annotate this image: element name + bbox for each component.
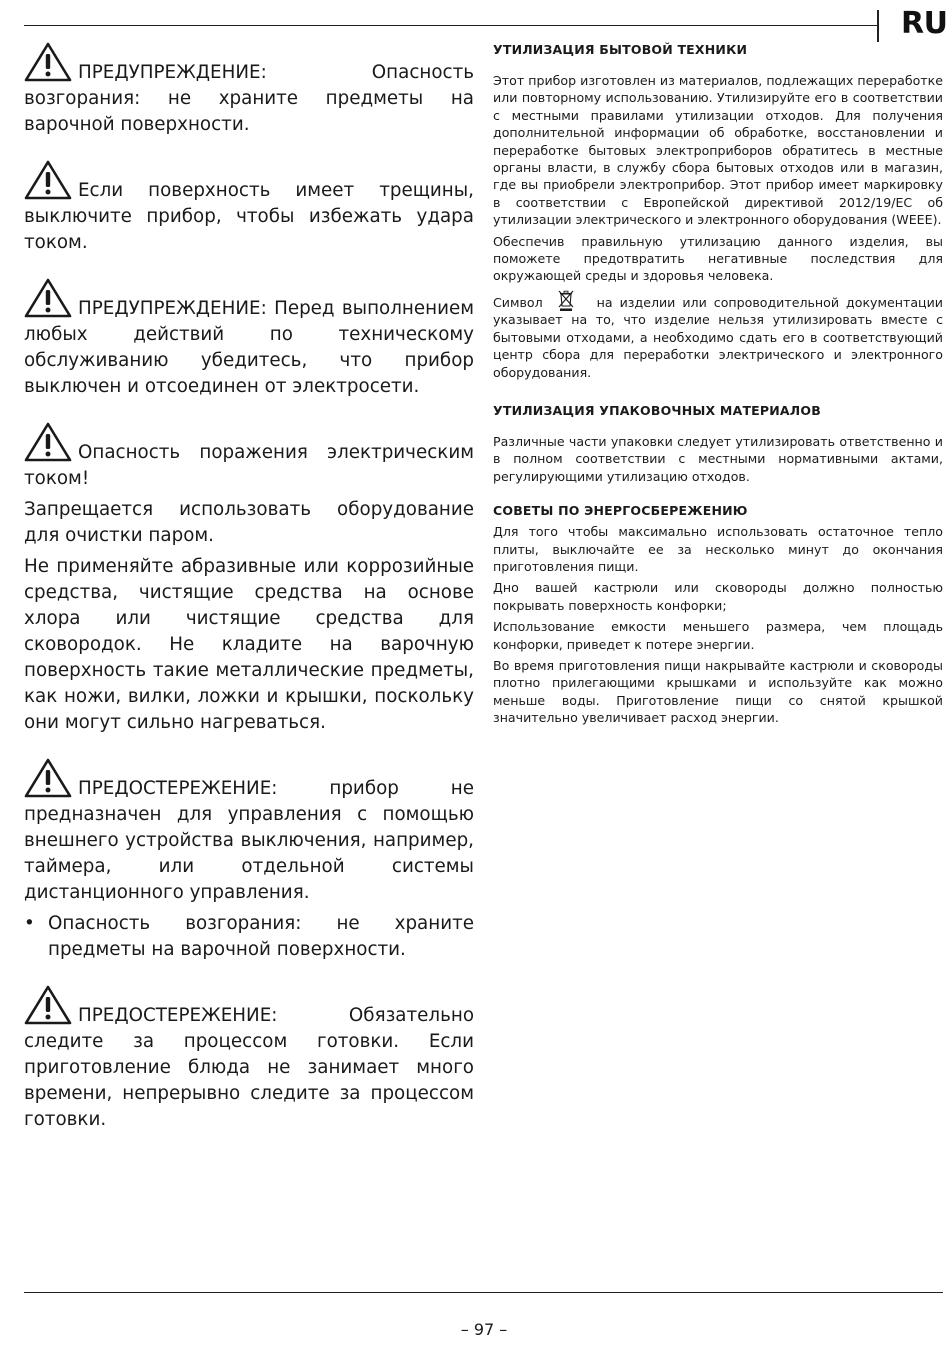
warning-fire <box>24 42 474 138</box>
steam-paragraph: Запрещается использовать оборудование для очистки паром. <box>24 499 474 546</box>
paragraph: Во время приготовления пищи накрывайте кастрюли и сковороды плотно прилегающими крышками и используйте как можно меньше воды. Приготовление пищи со снятой крышкой значительно увеличивает расход энергии. <box>493 657 943 726</box>
warning-label: ПРЕДУПРЕЖДЕНИЕ: <box>78 298 267 319</box>
paragraph: Обеспечив правильную утилизацию данного изделия, вы поможете предотвратить негативные последствия для окружающей среды и здоровья человека. <box>493 233 943 284</box>
warning-text: Перед выполнением любых действий по техническому обслуживанию убедитесь, что прибор выключен и отсоединен от электросети. <box>24 298 474 397</box>
warning-triangle-icon <box>24 160 72 200</box>
warning-label: ПРЕДОСТЕРЕЖЕНИЕ: <box>78 1005 278 1026</box>
section-title-energy-saving: СОВЕТЫ ПО ЭНЕРГОСБЕРЕЖЕНИЮ <box>493 503 748 519</box>
weee-paragraph: Символ на изделии или сопроводительной документации указывает на то, что изделие нельзя утилизировать вместе с бытовыми отходами, а необходимо сдать его в соответствующий центр сбора для переработки электрического и электронного оборудования. <box>493 289 943 381</box>
left-column <box>24 42 474 1155</box>
caution-cooking <box>24 985 474 1133</box>
warning-triangle-icon <box>24 758 72 798</box>
warning-text: Если поверхность имеет трещины, выключите прибор, чтобы избежать удара током. <box>24 180 474 253</box>
abrasive-paragraph: Не применяйте абразивные или коррозийные средства, чистящие средства на основе хлора или чистящие средства для сковородок. Не кладите на варочную поверхность такие металлические предметы, как ножи, вилки, ложки и крышки, поскольку они могут сильно нагреваться. <box>24 556 474 733</box>
crossed-bin-icon <box>557 289 575 311</box>
paragraph: Различные части упаковки следует утилизировать ответственно и в полном соответствии с местными нормативными актами, регулирующими утилизацию отходов. <box>493 433 943 484</box>
section-title-appliance-disposal: УТИЛИЗАЦИЯ БЫТОВОЙ ТЕХНИКИ <box>493 42 748 57</box>
paragraph: Для того чтобы максимально использовать остаточное тепло плиты, выключайте ее за несколько минут до окончания приготовления пищи. <box>493 524 943 574</box>
warning-text: прибор не предназначен для управления с помощью внешнего устройства выключения, например, таймера, или отдельной системы дистанционного управления. <box>24 778 475 903</box>
language-badge: RU <box>901 6 948 41</box>
right-column <box>493 42 943 731</box>
bullet-marker: • <box>24 913 35 934</box>
section-title-packaging-disposal: УТИЛИЗАЦИЯ УПАКОВОЧНЫХ МАТЕРИАЛОВ <box>493 402 821 418</box>
warning-label: ПРЕДОСТЕРЕЖЕНИЕ: <box>78 778 278 799</box>
warning-shock <box>24 422 474 492</box>
warning-triangle-icon <box>24 422 72 462</box>
warning-triangle-icon <box>24 278 72 318</box>
warning-triangle-icon <box>24 42 72 82</box>
warning-label: ПРЕДУПРЕЖДЕНИЕ: <box>78 62 267 83</box>
warning-triangle-icon <box>24 985 72 1025</box>
paragraph: Использование емкости меньшего размера, чем площадь конфорки, приведет к потере энергии. <box>493 619 943 652</box>
bullet-item: • Опасность возгорания: не храните предметы на варочной поверхности. <box>24 911 474 963</box>
paragraph: Дно вашей кастрюли или сковороды должно полностью покрывать поверхность конфорки; <box>493 580 943 613</box>
caution-timer <box>24 758 474 906</box>
warning-maintenance <box>24 278 474 400</box>
paragraph: Этот прибор изготовлен из материалов, подлежащих переработке или повторному использованию. Утилизируйте его в соответствии с местными правилами утилизации отходов. Для получения дополнительной информации об обработке, восстановлении и переработке бытовых электроприборов обратитесь в местные органы власти, в службу сбора бытовых отходов или в магазин, где вы приобрели электроприбор. Этот прибор имеет маркировку в соответствии с Европейской директивой 2012/19/EC об утилизации электрического и электронного оборудования (WEEE). <box>493 73 943 228</box>
footer-rule <box>24 1292 943 1293</box>
page-number: – 97 – <box>460 1320 508 1339</box>
warning-text: Обязательно следите за процессом готовки. Если приготовление блюда не занимает много времени, непрерывно следите за процессом готовки. <box>24 1005 474 1130</box>
warning-text: Опасность поражения электрическим током! <box>24 442 474 489</box>
header-rule <box>24 25 877 26</box>
warning-text: Опасность возгорания: не храните предметы на варочной поверхности. <box>24 62 474 135</box>
header-tick <box>877 10 879 42</box>
warning-cracks <box>24 160 474 256</box>
